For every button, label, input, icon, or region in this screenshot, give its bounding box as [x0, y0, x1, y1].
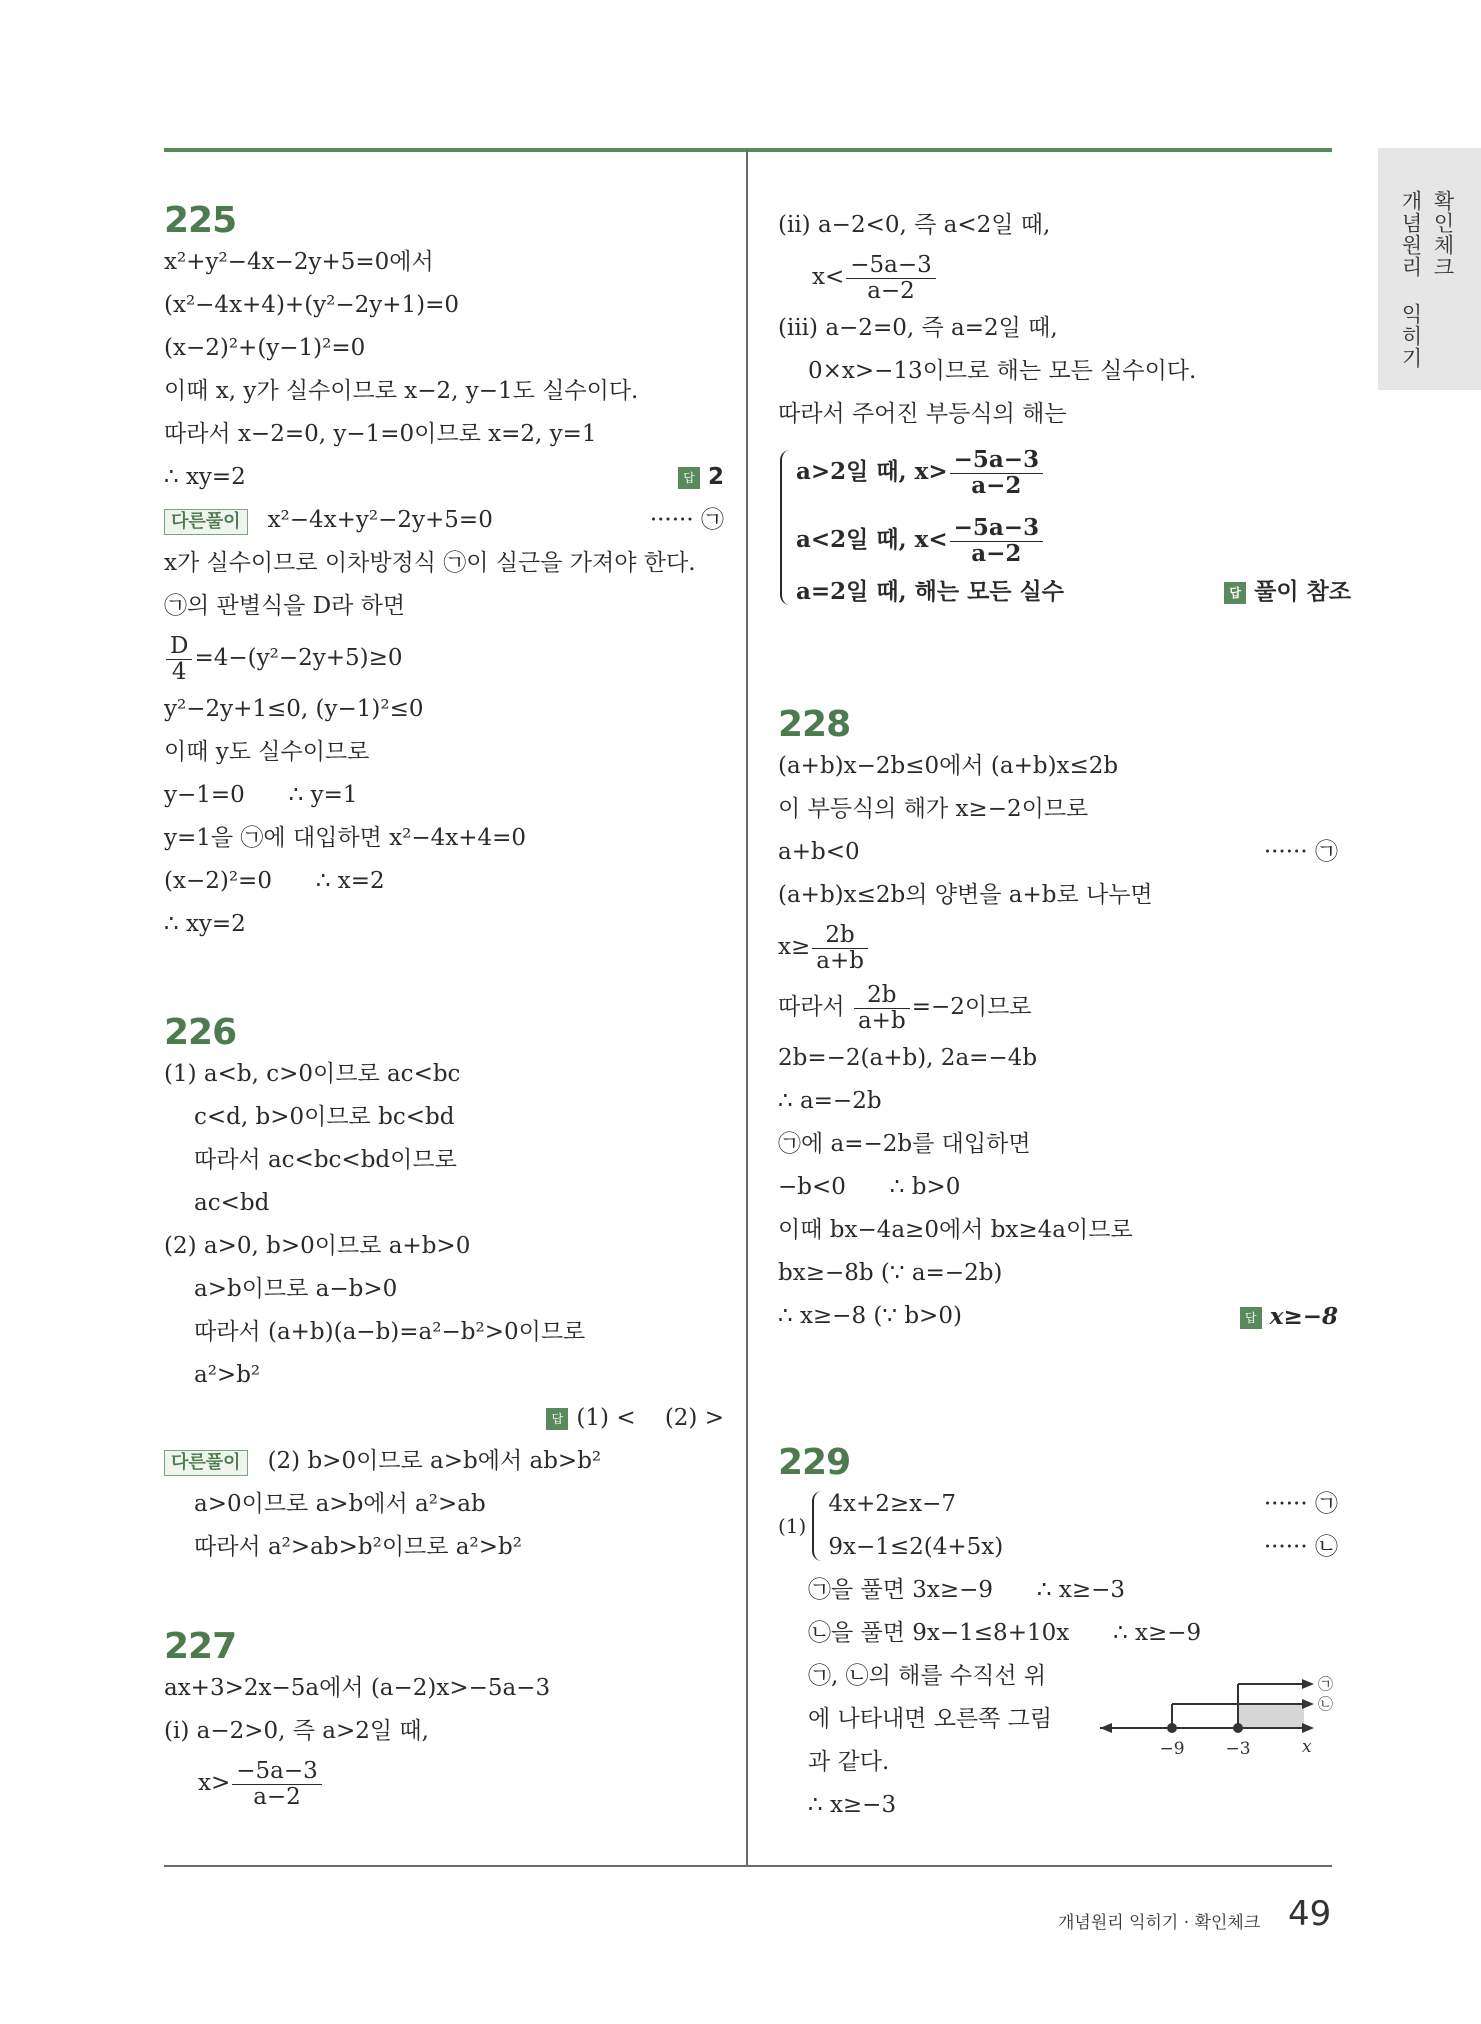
conclusion-line — [778, 1295, 1338, 1338]
answer-value: (1) < (2) > — [576, 1405, 724, 1431]
solution-line: (2) b>0이므로 a>b에서 ab>b² — [267, 1448, 602, 1474]
side-tab-line1: 확인체크 — [1431, 190, 1455, 278]
fraction — [812, 923, 868, 972]
fraction-line — [164, 1753, 724, 1813]
fraction-numerator: D — [166, 634, 192, 659]
solution-ray-2-arrow — [1302, 1699, 1314, 1709]
solution-line: 따라서 주어진 부등식의 해는 — [778, 401, 1067, 427]
fraction-line — [778, 977, 1338, 1037]
axis-right-arrow — [1302, 1723, 1314, 1733]
solution-line: 따라서 (a+b)(a−b)=a²−b²>0이므로 — [194, 1319, 586, 1345]
sub-problem-label: (1) — [778, 1514, 807, 1538]
ray-label-1: ㉠ — [1318, 1675, 1334, 1693]
problem-number: 228 — [778, 704, 851, 745]
bottom-rule — [164, 1865, 1332, 1867]
solution-line: ∴ xy=2 — [164, 911, 246, 937]
solution-line: 따라서 x−2=0, y−1=0이므로 x=2, y=1 — [164, 421, 597, 447]
fraction-numerator: −5a−3 — [846, 253, 936, 278]
solution-line: bx≥−8b (∵ a=−2b) — [778, 1260, 1003, 1286]
alt-solution-badge: 다른풀이 — [164, 509, 248, 535]
answer-box — [678, 456, 724, 499]
column-divider — [746, 150, 748, 1866]
problem-227-continued — [778, 204, 1351, 613]
fraction — [846, 253, 936, 302]
axis-left-arrow — [1100, 1723, 1112, 1733]
solution-line: (iii) a−2=0, 즉 a=2일 때, — [778, 315, 1058, 341]
fraction-denominator: a−2 — [867, 277, 915, 304]
solution-line: 따라서 — [778, 994, 845, 1020]
answer-value: 2 — [707, 464, 724, 490]
fraction-line — [778, 247, 1338, 307]
solution-line: ∴ x≥−8 (∵ b>0) — [778, 1303, 962, 1329]
problem-226 — [164, 1012, 724, 1569]
fraction-denominator: a+b — [857, 1007, 906, 1034]
solution-line: x²+y²−4x−2y+5=0에서 — [164, 249, 434, 275]
problem-225 — [164, 200, 724, 946]
solution-line: 0×x>−13이므로 해는 모든 실수이다. — [808, 358, 1197, 384]
solution-line: a>b이므로 a−b>0 — [194, 1276, 398, 1302]
solution-line: ax+3>2x−5a에서 (a−2)x>−5a−3 — [164, 1675, 551, 1701]
case-line — [796, 510, 1351, 570]
alt-solution-header — [164, 1440, 724, 1483]
solution-line: 이 부등식의 해가 x≥−2이므로 — [778, 796, 1089, 822]
solution-line: =4−(y²−2y+5)≥0 — [194, 645, 403, 671]
answer-box — [164, 1397, 724, 1440]
equation-marker: ······ ㉡ — [1263, 1534, 1338, 1560]
solution-line: a+b<0 — [778, 839, 860, 865]
solution-line: ㉠의 판별식을 D라 하면 — [164, 593, 406, 619]
answer-box — [1240, 1295, 1338, 1338]
solution-line: =−2이므로 — [911, 994, 1032, 1020]
solution-line: ㉠에 a=−2b를 대입하면 — [778, 1131, 1031, 1157]
fraction-denominator: 4 — [171, 658, 187, 685]
tick-label-minus-9: −9 — [1159, 1739, 1185, 1759]
problem-number: 226 — [164, 1012, 237, 1053]
solution-line: ac<bd — [194, 1190, 270, 1216]
number-line-figure — [1090, 1668, 1334, 1768]
fraction-numerator: −5a−3 — [232, 1759, 322, 1784]
answer-value: 풀이 참조 — [1254, 579, 1351, 605]
answer-icon: 답 — [1240, 1307, 1262, 1329]
case-text: a>2일 때, x> — [796, 458, 948, 485]
solution-line: y−1=0 ∴ y=1 — [164, 782, 358, 808]
solution-line: (x−2)²+(y−1)²=0 — [164, 335, 366, 361]
closed-point-minus-3 — [1233, 1723, 1243, 1733]
tick-label-minus-3: −3 — [1225, 1739, 1251, 1759]
problem-229 — [778, 1442, 1338, 1827]
solution-line: c<d, b>0이므로 bc<bd — [194, 1104, 455, 1130]
case-line — [796, 570, 1351, 613]
solution-line: (ii) a−2<0, 즉 a<2일 때, — [778, 212, 1051, 238]
equation-marker: ······ ㉠ — [649, 507, 724, 533]
solution-line: a>0이므로 a>b에서 a²>ab — [194, 1491, 486, 1517]
solution-line: (x−2)²=0 ∴ x=2 — [164, 868, 385, 894]
conclusion-line — [164, 456, 724, 499]
equation-marker: ······ ㉠ — [1263, 1491, 1338, 1517]
case-text: a=2일 때, 해는 모든 실수 — [796, 578, 1064, 605]
answer-value: x≥−8 — [1269, 1303, 1338, 1330]
solution-line: x가 실수이므로 이차방정식 ㉠이 실근을 가져야 한다. — [164, 550, 696, 576]
solution-region-shading — [1238, 1704, 1304, 1728]
fraction-denominator: a+b — [816, 947, 864, 974]
solution-line: 이때 y도 실수이므로 — [164, 739, 370, 765]
solution-line: y=1을 ㉠에 대입하면 x²−4x+4=0 — [164, 825, 527, 851]
fraction-line — [164, 628, 724, 688]
solution-line: x≥ — [778, 934, 811, 960]
solution-line: a²>b² — [194, 1362, 261, 1388]
fraction-numerator: 2b — [812, 923, 868, 948]
problem-227 — [164, 1626, 724, 1813]
fraction — [854, 983, 910, 1032]
solution-line-marked — [778, 831, 1338, 874]
solution-line: 이때 bx−4a≥0에서 bx≥4a이므로 — [778, 1217, 1133, 1243]
solution-line: 4x+2≥x−7 — [828, 1491, 957, 1517]
footer-section-title: 개념원리 익히기 · 확인체크 — [1058, 1913, 1261, 1933]
fraction-numerator: −5a−3 — [950, 516, 1043, 541]
fraction — [232, 1759, 322, 1808]
solution-line: x²−4x+y²−2y+5=0 — [267, 507, 493, 533]
system-row — [828, 1526, 1338, 1569]
page-number: 49 — [1288, 1894, 1332, 1934]
fraction — [950, 448, 1043, 497]
axis-variable-label: x — [1302, 1737, 1312, 1757]
solution-line: x< — [812, 264, 845, 290]
solution-line: −b<0 ∴ b>0 — [778, 1174, 961, 1200]
solution-line: y²−2y+1≤0, (y−1)²≤0 — [164, 696, 424, 722]
solution-line: 에 나타내면 오른쪽 그림 — [808, 1706, 1053, 1732]
solution-line: (1) a<b, c>0이므로 ac<bc — [164, 1061, 461, 1087]
solution-line: (a+b)x−2b≤0에서 (a+b)x≤2b — [778, 753, 1119, 779]
solution-line: (x²−4x+4)+(y²−2y+1)=0 — [164, 292, 460, 318]
fraction-numerator: −5a−3 — [950, 448, 1043, 473]
problem-number: 225 — [164, 200, 237, 241]
fraction-denominator: a−2 — [971, 539, 1022, 567]
problem-number: 227 — [164, 1626, 237, 1667]
case-line — [796, 442, 1351, 502]
case-text: a<2일 때, x< — [796, 526, 948, 553]
solution-line: ㉠을 풀면 3x≥−9 ∴ x≥−3 — [808, 1577, 1126, 1603]
problem-number: 229 — [778, 1442, 851, 1483]
solution-line: ∴ x≥−3 — [808, 1792, 897, 1818]
solution-ray-1-arrow — [1302, 1679, 1314, 1689]
solution-line: 이때 x, y가 실수이므로 x−2, y−1도 실수이다. — [164, 378, 639, 404]
ray-label-2: ㉡ — [1318, 1695, 1334, 1713]
solution-line: 따라서 a²>ab>b²이므로 a²>b² — [194, 1534, 522, 1560]
solution-line: 9x−1≤2(4+5x) — [828, 1534, 1004, 1560]
equation-marker: ······ ㉠ — [1263, 839, 1338, 865]
solution-line: ㉡을 풀면 9x−1≤8+10x ∴ x≥−9 — [808, 1620, 1202, 1646]
solution-line: (2) a>0, b>0이므로 a+b>0 — [164, 1233, 471, 1259]
answer-icon: 답 — [546, 1408, 568, 1430]
solution-line: ∴ a=−2b — [778, 1088, 882, 1114]
system-row — [828, 1483, 1338, 1526]
problem-228 — [778, 704, 1338, 1338]
fraction — [166, 634, 192, 683]
solution-line: 따라서 ac<bc<bd이므로 — [194, 1147, 457, 1173]
alt-solution-header — [164, 499, 724, 542]
fraction — [950, 516, 1043, 565]
inequality-system — [778, 1483, 1338, 1569]
solution-line: (a+b)x≤2b의 양변을 a+b로 나누면 — [778, 882, 1153, 908]
alt-solution-badge: 다른풀이 — [164, 1450, 248, 1476]
solution-line: ∴ xy=2 — [164, 464, 246, 490]
fraction-line — [778, 917, 1338, 977]
answer-icon: 답 — [1224, 582, 1246, 604]
solution-line: x> — [198, 1770, 231, 1796]
solution-cases — [778, 442, 1351, 613]
fraction-denominator: a−2 — [253, 1783, 301, 1810]
section-side-tab — [1378, 148, 1481, 390]
top-rule — [164, 148, 1332, 152]
fraction-denominator: a−2 — [971, 471, 1022, 499]
closed-point-minus-9 — [1167, 1723, 1177, 1733]
solution-line: 과 같다. — [808, 1749, 890, 1775]
side-tab-line2: 개념원리 익히기 — [1399, 190, 1423, 369]
solution-line: (i) a−2>0, 즉 a>2일 때, — [164, 1718, 429, 1744]
solution-line: ㉠, ㉡의 해를 수직선 위 — [808, 1663, 1047, 1689]
system-brace — [810, 1483, 1338, 1569]
answer-icon: 답 — [678, 467, 700, 489]
solution-line: 2b=−2(a+b), 2a=−4b — [778, 1045, 1038, 1071]
answer-box — [1224, 570, 1351, 613]
fraction-numerator: 2b — [854, 983, 910, 1008]
